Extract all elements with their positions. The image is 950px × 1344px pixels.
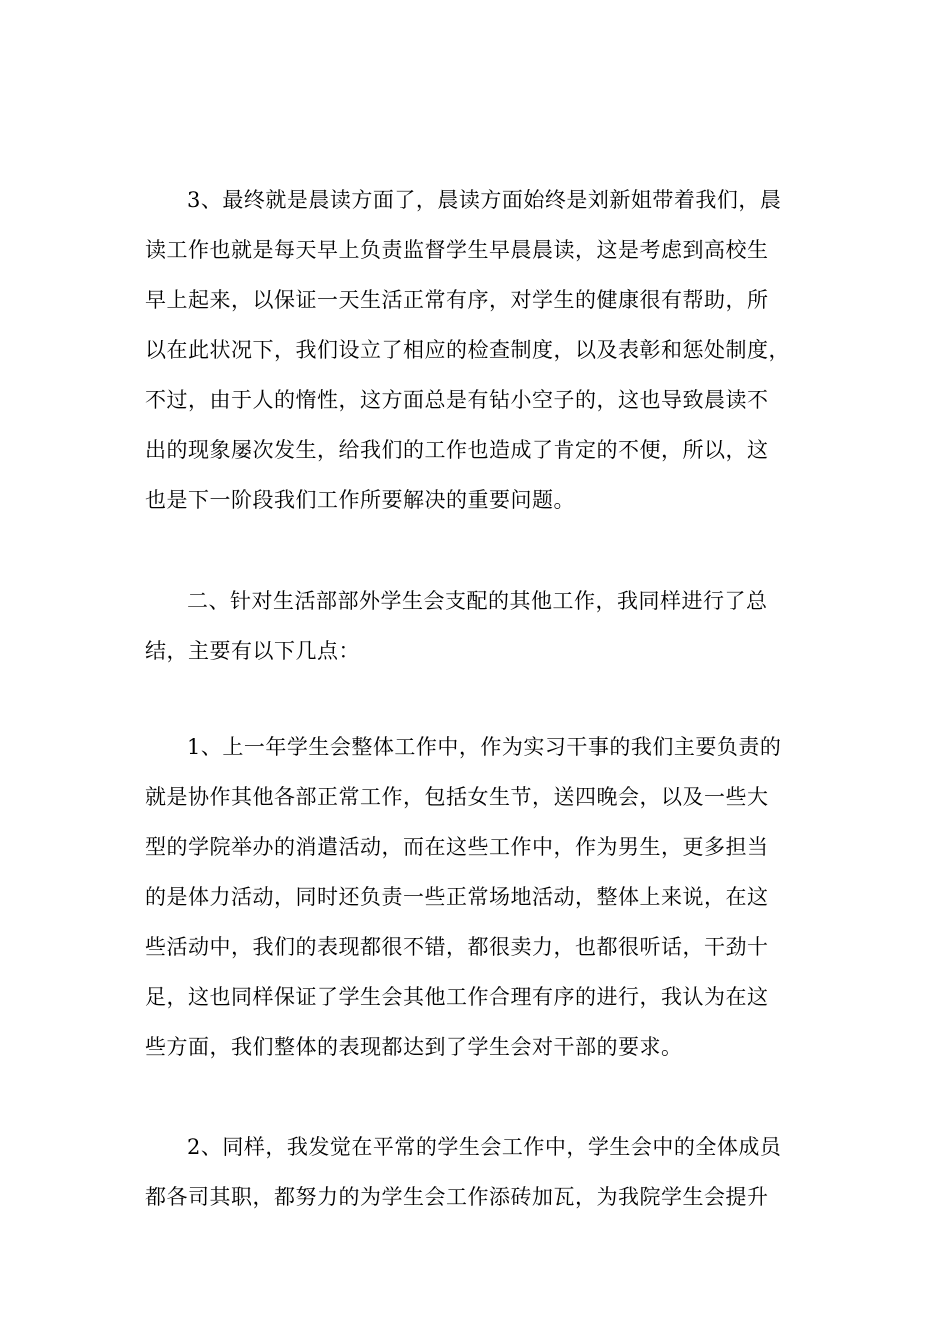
text-line: 结，主要有以下几点： [145,639,360,663]
paragraph-morning-reading [145,175,835,525]
text-line: 足，这也同样保证了学生会其他工作合理有序的进行，我认为在这 [145,985,769,1009]
text-line: 都各司其职，都努力的为学生会工作添砖加瓦，为我院学生会提升 [145,1185,769,1209]
text-line: 就是协作其他各部正常工作，包括女生节，送四晚会，以及一些大 [145,785,769,809]
text-line: 以在此状况下，我们设立了相应的检查制度，以及表彰和惩处制度， [145,338,790,362]
text-line: 的是体力活动，同时还负责一些正常场地活动，整体上来说，在这 [145,885,769,909]
text-line: 2、同样，我发觉在平常的学生会工作中，学生会中的全体成员 [187,1135,782,1159]
text-line: 读工作也就是每天早上负责监督学生早晨晨读，这是考虑到高校生 [145,238,769,262]
paragraph-section-two-heading [145,576,835,676]
text-line: 型的学院举办的消遣活动，而在这些工作中，作为男生，更多担当 [145,835,769,859]
text-line: 出的现象屡次发生，给我们的工作也造成了肯定的不便，所以，这 [145,438,769,462]
text-line: 二、针对生活部部外学生会支配的其他工作，我同样进行了总 [187,589,768,613]
text-line: 也是下一阶段我们工作所要解决的重要问题。 [145,488,575,512]
text-line: 3、最终就是晨读方面了，晨读方面始终是刘新姐带着我们，晨 [187,188,782,212]
text-line: 1、上一年学生会整体工作中，作为实习干事的我们主要负责的 [187,735,782,759]
text-line: 些活动中，我们的表现都很不错，都很卖力，也都很听话，干劲十 [145,935,769,959]
paragraph-item-two [145,1122,835,1222]
text-line: 早上起来，以保证一天生活正常有序，对学生的健康很有帮助，所 [145,288,769,312]
text-line: 不过，由于人的惰性，这方面总是有钻小空子的，这也导致晨读不 [145,388,769,412]
text-line: 些方面，我们整体的表现都达到了学生会对干部的要求。 [145,1035,683,1059]
paragraph-item-one [145,722,835,1072]
